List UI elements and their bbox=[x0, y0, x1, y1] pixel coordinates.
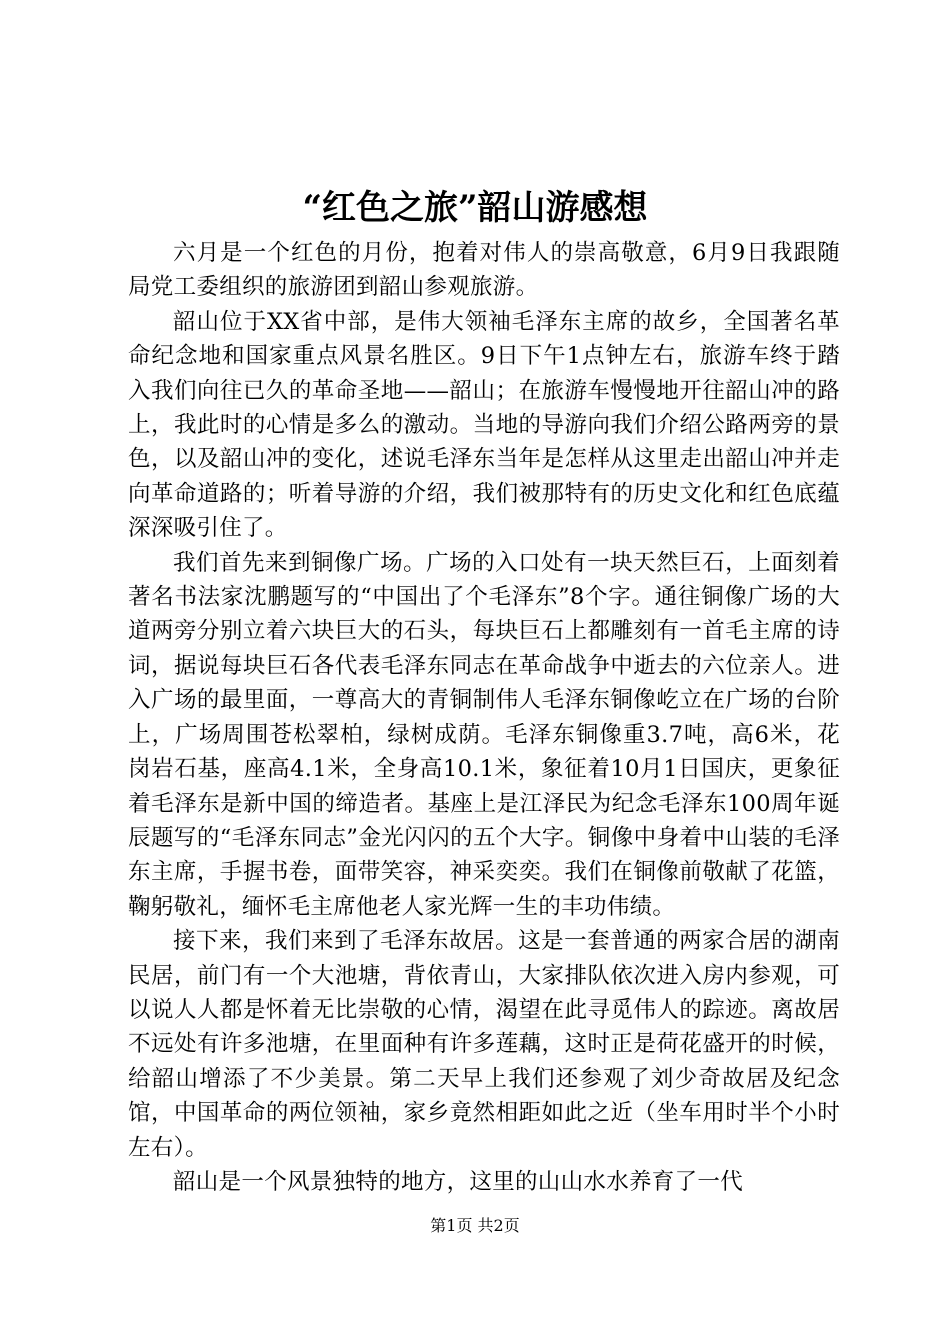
paragraph-4: 接下来，我们来到了毛泽东故居。这是一套普通的两家合居的湖南民居，前门有一个大池塘，背依青山，大家排队依次进入房内参观，可以说人人都是怀着无比崇敬的心情，渴望在此寻觅伟人的踪迹。离故居不远处有许多池塘，在里面种有许多莲藕，这时正是荷花盛开的时候，给韶山增添了不少美景。第二天早上我们还参观了刘少奇故居及纪念馆，中国革命的两位领袖，家乡竟然相距如此之近（坐车用时半个小时左右）。 bbox=[128, 928, 840, 1161]
paragraph-1: 六月是一个红色的月份，抱着对伟人的崇高敬意，6月9日我跟随局党工委组织的旅游团到韶山参观旅游。 bbox=[128, 240, 840, 301]
page-footer: 第1页 共2页 bbox=[430, 1216, 520, 1235]
document-body bbox=[128, 236, 840, 1199]
paragraph-3: 我们首先来到铜像广场。广场的入口处有一块天然巨石，上面刻着著名书法家沈鹏题写的“中国出了个毛泽东”8个字。通往铜像广场的大道两旁分别立着六块巨大的石头，每块巨石上都雕刻有一首毛主席的诗词，据说每块巨石各代表毛泽东同志在革命战争中逝去的六位亲人。进入广场的最里面，一尊高大的青铜制伟人毛泽东铜像屹立在广场的台阶上，广场周围苍松翠柏，绿树成荫。毛泽东铜像重3.7吨，高6米，花岗岩石基，座高4.1米，全身高10.1米，象征着10月1日国庆，更象征着毛泽东是新中国的缔造者。基座上是江泽民为纪念毛泽东100周年诞辰题写的“毛泽东同志”金光闪闪的五个大字。铜像中身着中山装的毛泽东主席，手握书卷，面带笑容，神采奕奕。我们在铜像前敬献了花篮，鞠躬敬礼，缅怀毛主席他老人家光辉一生的丰功伟绩。 bbox=[128, 549, 840, 920]
paragraph-5: 韶山是一个风景独特的地方，这里的山山水水养育了一代 bbox=[173, 1168, 744, 1195]
document-title: “红色之旅”韶山游感想 bbox=[302, 188, 648, 228]
paragraph-2: 韶山位于XX省中部，是伟大领袖毛泽东主席的故乡，全国著名革命纪念地和国家重点风景名胜区。9日下午1点钟左右，旅游车终于踏入我们向往已久的革命圣地——韶山；在旅游车慢慢地开往韶山冲的路上，我此时的心情是多么的激动。当地的导游向我们介绍公路两旁的景色，以及韶山冲的变化，述说毛泽东当年是怎样从这里走出韶山冲并走向革命道路的；听着导游的介绍，我们被那特有的历史文化和红色底蕴深深吸引住了。 bbox=[128, 308, 840, 542]
